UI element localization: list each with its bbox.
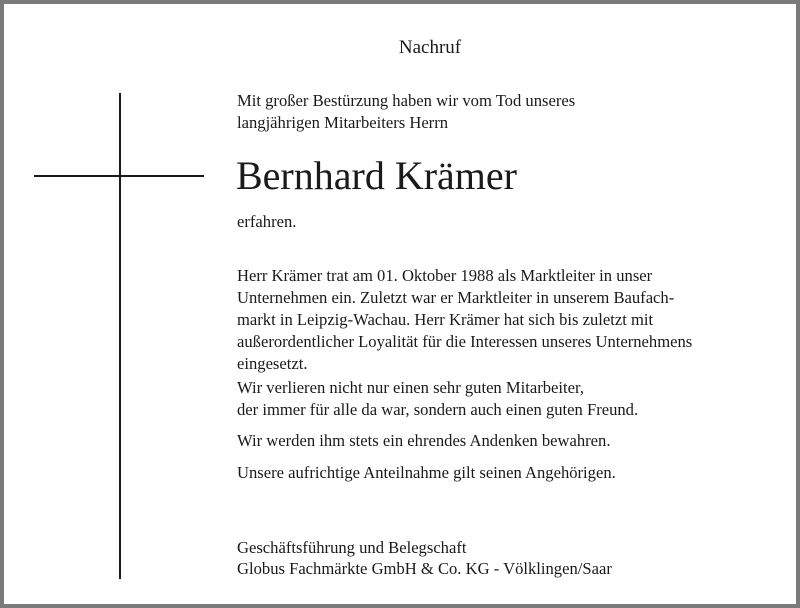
obituary-sheet — [4, 4, 796, 604]
intro-line-1: Mit großer Bestürzung haben wir vom Tod unseres — [237, 91, 576, 110]
deceased-name: Bernhard Krämer — [236, 153, 517, 198]
intro-line-2: langjährigen Mitarbeiters Herrn — [237, 113, 449, 132]
paragraph2-line-1: Wir verlieren nicht nur einen sehr guten Mitarbeiter, — [237, 378, 585, 397]
paragraph1-line-5: eingesetzt. — [237, 354, 308, 373]
after-name-text: erfahren. — [237, 212, 297, 231]
heading: Nachruf — [398, 37, 462, 58]
paragraph1-line-2: Unternehmen ein. Zuletzt war er Marktleiter in unserem Baufach- — [237, 288, 675, 307]
signature-line-1: Geschäftsführung und Belegschaft — [237, 538, 467, 557]
paragraph4: Unsere aufrichtige Anteilnahme gilt seinen Angehörigen. — [237, 463, 616, 482]
paragraph1-line-1: Herr Krämer trat am 01. Oktober 1988 als Marktleiter in unser — [237, 266, 653, 285]
cross-horizontal-bar — [34, 175, 204, 177]
cross-vertical-bar — [119, 93, 121, 579]
paragraph1-line-4: außerordentlicher Loyalität für die Interessen unseres Unternehmens — [237, 332, 693, 351]
signature-line-2: Globus Fachmärkte GmbH & Co. KG - Völklingen/Saar — [237, 559, 612, 578]
paragraph2-line-2: der immer für alle da war, sondern auch einen guten Freund. — [237, 400, 639, 419]
paragraph3: Wir werden ihm stets ein ehrendes Andenken bewahren. — [237, 431, 611, 450]
paragraph1-line-3: markt in Leipzig-Wachau. Herr Krämer hat sich bis zuletzt mit — [237, 310, 654, 329]
